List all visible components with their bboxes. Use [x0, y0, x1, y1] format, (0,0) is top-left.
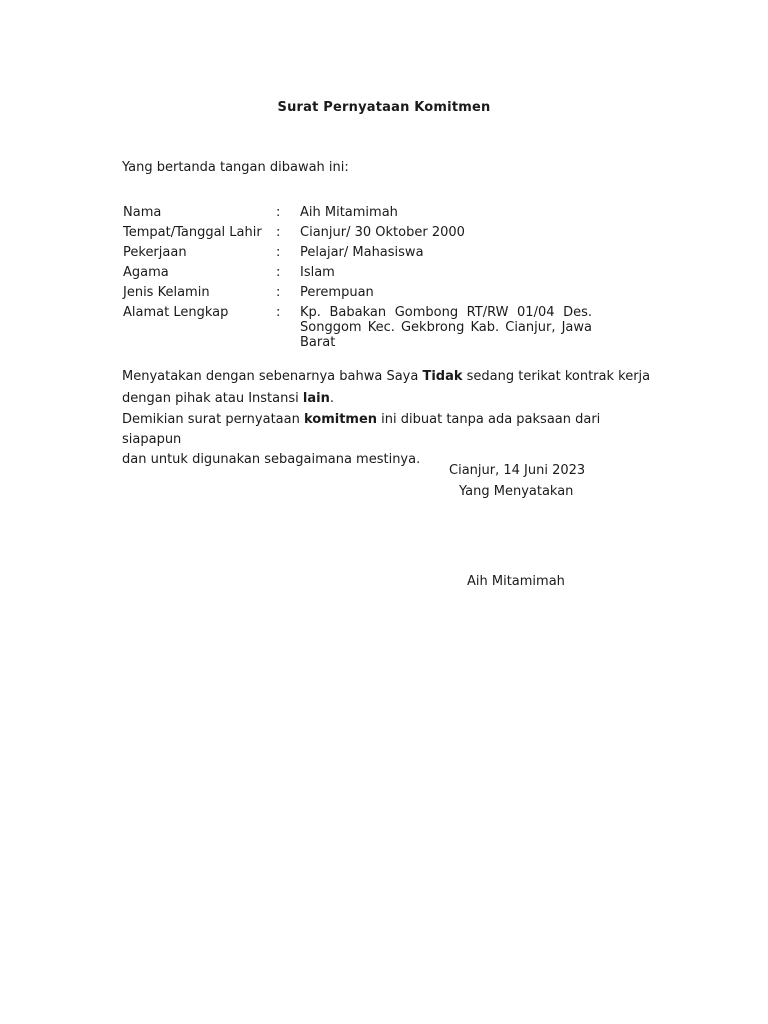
signer-title: Yang Menyatakan — [459, 484, 574, 499]
field-label: Pekerjaan — [123, 245, 187, 260]
field-value: Perempuan — [300, 285, 374, 300]
field-colon: : — [276, 225, 281, 240]
field-colon: : — [276, 305, 281, 320]
field-row-address — [123, 305, 603, 353]
signer-name: Aih Mitamimah — [467, 574, 565, 589]
closing-text: Demikian surat pernyataan — [122, 412, 304, 427]
field-row-birth — [123, 225, 603, 245]
field-label: Nama — [123, 205, 162, 220]
field-colon: : — [276, 265, 281, 280]
field-label: Alamat Lengkap — [123, 305, 229, 320]
field-row-religion — [123, 265, 603, 285]
field-row-gender — [123, 285, 603, 305]
statement-paragraph — [122, 366, 662, 410]
field-value: Kp. Babakan Gombong RT/RW 01/04 Des. Songgom Kec. Gekbrong Kab. Cianjur, Jawa Barat — [300, 305, 592, 350]
statement-text: Menyatakan dengan sebenarnya bahwa Saya — [122, 369, 423, 384]
closing-line-2: dan untuk digunakan sebagaimana mestinya. — [122, 452, 421, 467]
field-colon: : — [276, 245, 281, 260]
field-row-occupation — [123, 245, 603, 265]
field-value: Pelajar/ Mahasiswa — [300, 245, 424, 260]
place-date: Cianjur, 14 Juni 2023 — [449, 463, 586, 478]
closing-bold-komitmen: komitmen — [303, 412, 378, 427]
field-label: Jenis Kelamin — [123, 285, 210, 300]
field-colon: : — [276, 205, 281, 220]
document-title: Surat Pernyataan Komitmen — [277, 100, 491, 115]
field-label: Tempat/Tanggal Lahir — [123, 225, 262, 240]
field-row-name — [123, 205, 603, 225]
field-value: Cianjur/ 30 Oktober 2000 — [300, 225, 465, 240]
closing-text: ini dibuat tanpa ada paksaan dari siapapun — [122, 412, 601, 447]
intro-text: Yang bertanda tangan dibawah ini: — [122, 160, 349, 175]
statement-bold-tidak: Tidak — [422, 369, 463, 384]
identity-fields — [123, 205, 603, 353]
statement-bold-lain: lain — [302, 391, 330, 406]
field-colon: : — [276, 285, 281, 300]
field-label: Agama — [123, 265, 169, 280]
statement-text: sedang terikat kontrak kerja dengan pihak atau Instansi — [122, 369, 651, 406]
field-value: Aih Mitamimah — [300, 205, 398, 220]
closing-paragraph — [122, 410, 642, 470]
statement-text: . — [329, 391, 334, 406]
closing-line-1 — [122, 410, 642, 450]
field-value: Islam — [300, 265, 335, 280]
